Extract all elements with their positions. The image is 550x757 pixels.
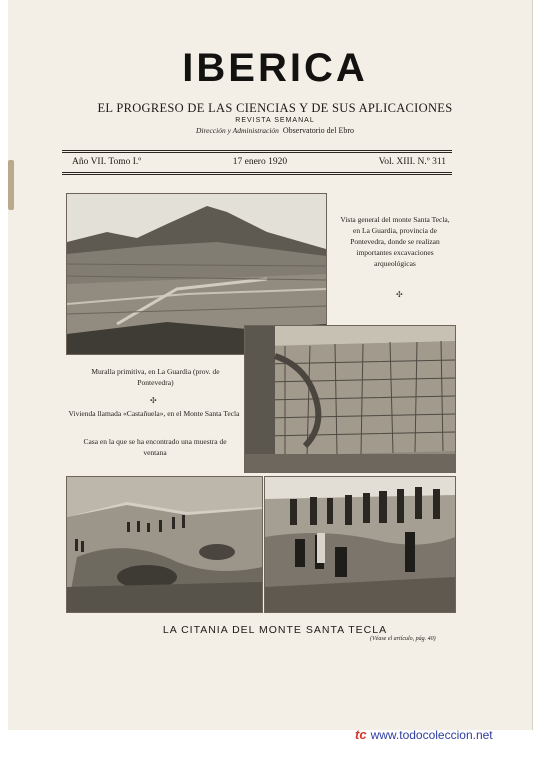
ornament-star: ✣ [396, 290, 403, 299]
admin-place: Observatorio del Ebro [282, 126, 354, 135]
binding-mark [8, 160, 14, 210]
bottom-rule [62, 172, 452, 173]
caption-general-view: Vista general del monte Santa Tecla, en La Guardia, provincia de Pontevedra, donde se realizan importantes excavaciones arqueológicas [340, 215, 450, 268]
caption-house: Vivienda llamada «Castañuela», en el Monte Santa Tecla [68, 409, 240, 418]
article-reference: (Véase el artículo, pág. 40) [370, 636, 436, 642]
year-volume: Año VII. Tomo I.º [72, 157, 142, 167]
caption-window: Casa en la que se ha encontrado una muestra de ventana [83, 437, 227, 457]
magazine-subtitle: EL PROGRESO DE LAS CIENCIAS Y DE SUS APLICACIONES [97, 101, 453, 115]
top-rule-inner [62, 152, 452, 153]
volume-number: Vol. XIII. N.º 311 [378, 157, 446, 167]
weekly-label: REVISTA SEMANAL [235, 117, 315, 124]
photo-excavation-site [66, 476, 263, 613]
main-caption: LA CITANIA DEL MONTE SANTA TECLA [162, 624, 388, 636]
admin-label: Dirección y Administración [196, 126, 279, 135]
watermark-url: www.todocoleccion.net [370, 727, 493, 742]
top-rule [62, 150, 452, 151]
administration-line [0, 126, 550, 135]
issue-info [72, 157, 446, 167]
issue-date: 17 enero 1920 [232, 157, 288, 167]
magazine-title: IBERICA [182, 46, 368, 90]
photo-stone-wall [244, 325, 456, 473]
caption-wall: Muralla primitiva, en La Guardia (prov. de Pontevedra) [91, 367, 220, 387]
ornament-star: ✣ [150, 396, 157, 405]
todocoleccion-logo-icon: tc [355, 727, 367, 742]
photo-excavation-group [264, 476, 456, 613]
watermark [355, 727, 493, 742]
bottom-rule-inner [62, 174, 452, 175]
